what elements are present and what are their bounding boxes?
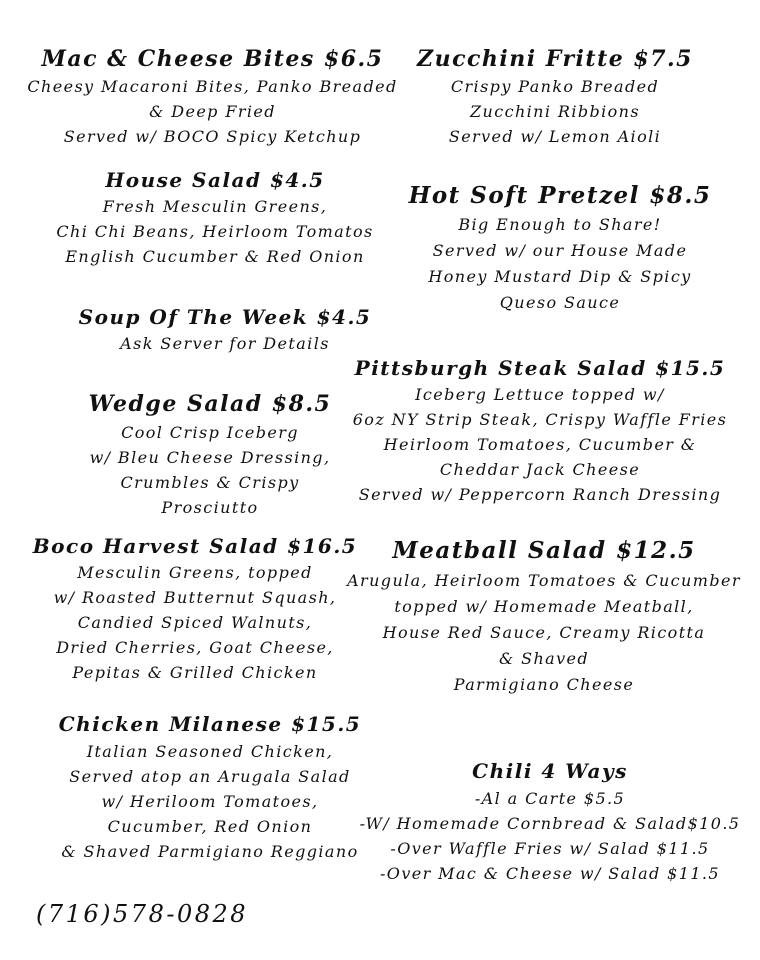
item-desc-line: Big Enough to Share!: [458, 215, 662, 234]
item-desc-line: Pepitas & Grilled Chicken: [72, 663, 318, 682]
item-desc-line: Cucumber, Red Onion: [107, 817, 313, 836]
item-desc-line: Dried Cherries, Goat Cheese,: [56, 638, 334, 657]
item-desc-line: Ask Server for Details: [120, 334, 330, 353]
item-desc-line: Chi Chi Beans, Heirloom Tomatos: [56, 222, 374, 241]
item-desc-line: Queso Sauce: [499, 293, 621, 312]
item-desc-line: Served w/ Peppercorn Ranch Dressing: [358, 485, 722, 504]
item-title: Mac & Cheese Bites $6.5: [41, 46, 384, 72]
item-desc-line: Cheesy Macaroni Bites, Panko Breaded: [27, 77, 398, 96]
menu-item-chili-4-ways: [342, 756, 758, 886]
item-title: Hot Soft Pretzel $8.5: [408, 182, 712, 209]
item-desc-line: Candied Spiced Walnuts,: [77, 613, 313, 632]
item-desc-line: Prosciutto: [161, 498, 259, 517]
item-desc-line: & Shaved: [498, 649, 590, 668]
menu-item-hot-soft-pretzel: [380, 180, 740, 316]
item-desc-line: Served w/ BOCO Spicy Ketchup: [63, 127, 362, 146]
item-desc-line: Crumbles & Crispy: [120, 473, 300, 492]
item-desc-line: Fresh Mesculin Greens,: [102, 197, 328, 216]
item-desc-line: Honey Mustard Dip & Spicy: [428, 267, 692, 286]
menu-item-soup-of-the-week: [40, 303, 410, 356]
item-title: Soup Of The Week $4.5: [78, 305, 372, 329]
item-desc-line: w/ Heriloom Tomatoes,: [101, 792, 319, 811]
item-desc-line: English Cucumber & Red Onion: [65, 247, 365, 266]
item-title: Wedge Salad $8.5: [88, 391, 332, 417]
menu-item-zucchini-fritte: [400, 44, 710, 149]
item-desc-line: -W/ Homemade Cornbread & Salad$10.5: [359, 814, 741, 833]
item-desc-line: & Deep Fried: [149, 102, 276, 121]
item-desc-line: topped w/ Homemade Meatball,: [394, 597, 694, 616]
item-desc-line: 6oz NY Strip Steak, Crispy Waffle Fries: [352, 410, 728, 429]
menu-item-boco-harvest-salad: [10, 532, 380, 685]
item-desc-line: Heirloom Tomatoes, Cucumber &: [383, 435, 697, 454]
item-desc-line: Cheddar Jack Cheese: [439, 460, 641, 479]
item-desc-line: & Shaved Parmigiano Reggiano: [61, 842, 359, 861]
menu-item-wedge-salad: [20, 388, 400, 520]
item-title: Meatball Salad $12.5: [392, 537, 696, 564]
item-title: Boco Harvest Salad $16.5: [32, 534, 358, 558]
item-desc-line: Served atop an Arugala Salad: [69, 767, 351, 786]
item-desc-line: -Over Waffle Fries w/ Salad $11.5: [390, 839, 710, 858]
menu-item-house-salad: [20, 166, 410, 269]
item-desc-line: Parmigiano Cheese: [453, 675, 635, 694]
item-title: Zucchini Fritte $7.5: [417, 46, 693, 72]
item-desc-line: Served w/ Lemon Aioli: [448, 127, 662, 146]
item-desc-line: House Red Sauce, Creamy Ricotta: [382, 623, 706, 642]
item-desc-line: Cool Crisp Iceberg: [121, 423, 299, 442]
menu-item-meatball-salad: [330, 534, 758, 698]
item-desc-line: w/ Bleu Cheese Dressing,: [89, 448, 331, 467]
menu-item-mac-cheese-bites: [15, 44, 410, 149]
item-desc-line: Arugula, Heirloom Tomatoes & Cucumber: [347, 571, 741, 590]
item-desc-line: Zucchini Ribbions: [470, 102, 640, 121]
item-desc-line: -Over Mac & Cheese w/ Salad $11.5: [380, 864, 720, 883]
item-title: House Salad $4.5: [105, 168, 325, 192]
item-desc-line: Mesculin Greens, topped: [77, 563, 313, 582]
item-desc-line: w/ Roasted Butternut Squash,: [53, 588, 337, 607]
item-desc-line: Italian Seasoned Chicken,: [86, 742, 334, 761]
item-desc-line: Crispy Panko Breaded: [450, 77, 660, 96]
phone-number: (716)578-0828: [36, 900, 249, 928]
item-desc-line: Served w/ our House Made: [432, 241, 688, 260]
item-title: Chicken Milanese $15.5: [58, 712, 362, 736]
item-desc-line: Iceberg Lettuce topped w/: [415, 385, 665, 404]
item-title: Pittsburgh Steak Salad $15.5: [354, 356, 726, 380]
item-desc-line: -Al a Carte $5.5: [474, 789, 626, 808]
item-title: Chili 4 Ways: [472, 759, 628, 783]
